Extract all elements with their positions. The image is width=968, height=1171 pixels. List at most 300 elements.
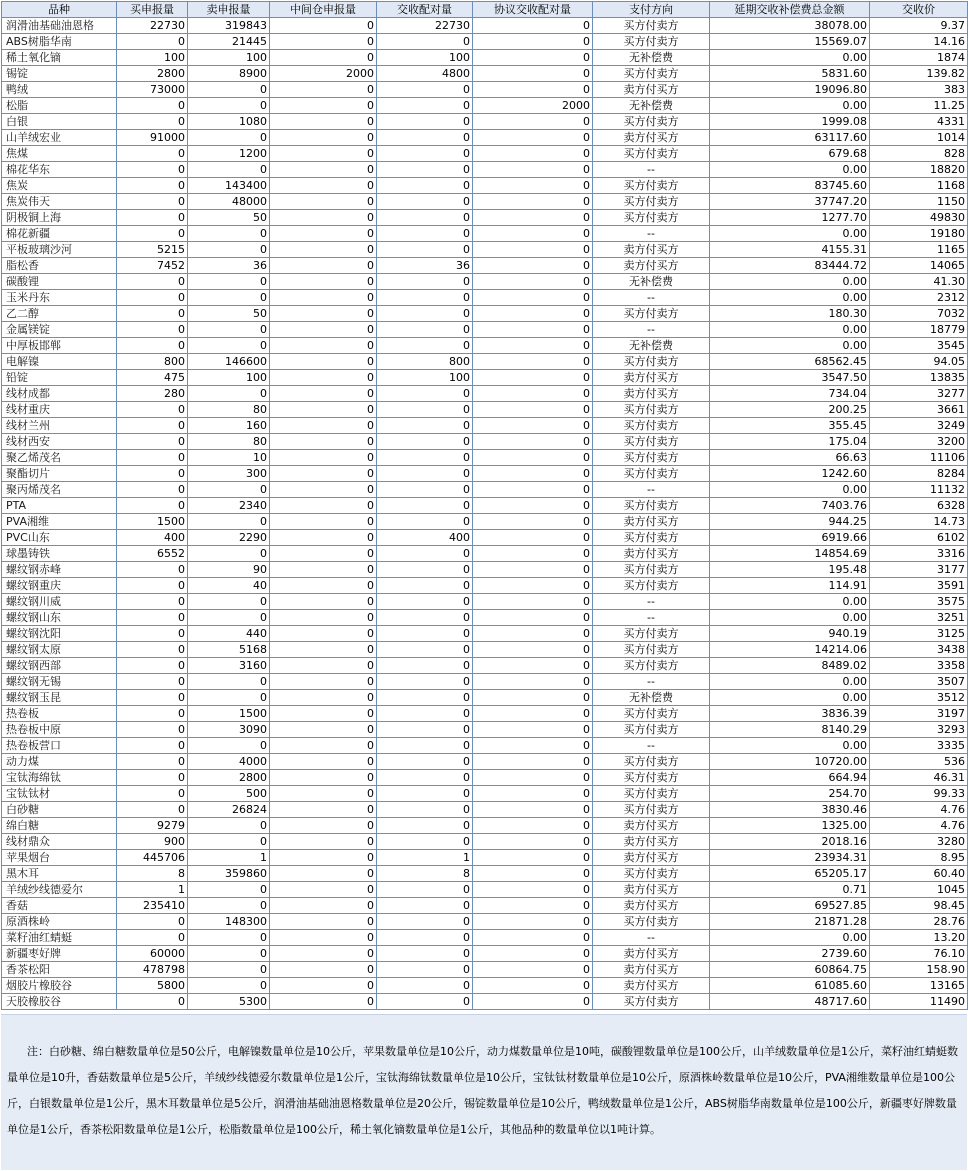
- table-row: [2, 354, 968, 370]
- cell-intermediate-declared: 0: [270, 994, 377, 1010]
- cell-intermediate-declared: 0: [270, 530, 377, 546]
- cell-matched-qty: 0: [377, 306, 473, 322]
- cell-matched-qty: 0: [377, 498, 473, 514]
- table-row: [2, 258, 968, 274]
- cell-payment-direction: 卖方付买方: [593, 370, 710, 386]
- table-row: [2, 818, 968, 834]
- cell-agreement-matched-qty: 0: [473, 626, 593, 642]
- cell-delivery-price: 1168: [870, 178, 968, 194]
- cell-buy-declared: 0: [117, 194, 188, 210]
- cell-buy-declared: 0: [117, 450, 188, 466]
- cell-matched-qty: 0: [377, 386, 473, 402]
- cell-agreement-matched-qty: 0: [473, 754, 593, 770]
- cell-compensation-amount: 355.45: [710, 418, 870, 434]
- header-sell-declared: 卖申报量: [188, 2, 270, 18]
- cell-compensation-amount: 10720.00: [710, 754, 870, 770]
- cell-matched-qty: 0: [377, 162, 473, 178]
- cell-delivery-price: 536: [870, 754, 968, 770]
- cell-buy-declared: 2800: [117, 66, 188, 82]
- table-row: [2, 194, 968, 210]
- cell-buy-declared: 478798: [117, 962, 188, 978]
- cell-variety: 螺纹钢赤峰: [2, 562, 117, 578]
- cell-sell-declared: 80: [188, 402, 270, 418]
- cell-variety: 乙二醇: [2, 306, 117, 322]
- cell-matched-qty: 0: [377, 914, 473, 930]
- cell-intermediate-declared: 0: [270, 850, 377, 866]
- cell-delivery-price: 3249: [870, 418, 968, 434]
- cell-buy-declared: 0: [117, 434, 188, 450]
- cell-agreement-matched-qty: 0: [473, 82, 593, 98]
- cell-sell-declared: 1200: [188, 146, 270, 162]
- cell-delivery-price: 1165: [870, 242, 968, 258]
- table-row: [2, 562, 968, 578]
- cell-sell-declared: 26824: [188, 802, 270, 818]
- cell-variety: 金属镁锭: [2, 322, 117, 338]
- cell-sell-declared: 0: [188, 98, 270, 114]
- header-variety: 品种: [2, 2, 117, 18]
- cell-buy-declared: 0: [117, 482, 188, 498]
- table-row: [2, 786, 968, 802]
- cell-compensation-amount: 0.00: [710, 610, 870, 626]
- cell-agreement-matched-qty: 0: [473, 530, 593, 546]
- cell-matched-qty: 0: [377, 562, 473, 578]
- cell-intermediate-declared: 0: [270, 338, 377, 354]
- cell-agreement-matched-qty: 0: [473, 562, 593, 578]
- cell-sell-declared: 80: [188, 434, 270, 450]
- cell-variety: 线材兰州: [2, 418, 117, 434]
- cell-agreement-matched-qty: 0: [473, 994, 593, 1010]
- cell-buy-declared: 0: [117, 322, 188, 338]
- cell-compensation-amount: 0.00: [710, 290, 870, 306]
- cell-buy-declared: 0: [117, 738, 188, 754]
- cell-agreement-matched-qty: 0: [473, 466, 593, 482]
- cell-delivery-price: 383: [870, 82, 968, 98]
- cell-payment-direction: 买方付卖方: [593, 706, 710, 722]
- cell-agreement-matched-qty: 0: [473, 354, 593, 370]
- cell-payment-direction: 卖方付买方: [593, 978, 710, 994]
- cell-sell-declared: 0: [188, 930, 270, 946]
- cell-sell-declared: 100: [188, 370, 270, 386]
- cell-payment-direction: 无补偿费: [593, 274, 710, 290]
- cell-buy-declared: 0: [117, 706, 188, 722]
- cell-variety: 螺纹钢沈阳: [2, 626, 117, 642]
- cell-delivery-price: 3512: [870, 690, 968, 706]
- cell-intermediate-declared: 0: [270, 898, 377, 914]
- cell-matched-qty: 100: [377, 50, 473, 66]
- cell-matched-qty: 0: [377, 322, 473, 338]
- cell-agreement-matched-qty: 0: [473, 482, 593, 498]
- cell-sell-declared: 2340: [188, 498, 270, 514]
- cell-buy-declared: 0: [117, 610, 188, 626]
- cell-agreement-matched-qty: 2000: [473, 98, 593, 114]
- cell-payment-direction: 买方付卖方: [593, 802, 710, 818]
- cell-compensation-amount: 1325.00: [710, 818, 870, 834]
- table-row: [2, 434, 968, 450]
- cell-intermediate-declared: 0: [270, 626, 377, 642]
- cell-compensation-amount: 5831.60: [710, 66, 870, 82]
- cell-payment-direction: 卖方付买方: [593, 514, 710, 530]
- cell-variety: PVC山东: [2, 530, 117, 546]
- table-row: [2, 34, 968, 50]
- cell-delivery-price: 11106: [870, 450, 968, 466]
- cell-intermediate-declared: 0: [270, 546, 377, 562]
- cell-delivery-price: 3316: [870, 546, 968, 562]
- cell-buy-declared: 22730: [117, 18, 188, 34]
- cell-variety: 螺纹钢玉昆: [2, 690, 117, 706]
- cell-agreement-matched-qty: 0: [473, 178, 593, 194]
- cell-payment-direction: 买方付卖方: [593, 578, 710, 594]
- cell-delivery-price: 99.33: [870, 786, 968, 802]
- cell-compensation-amount: 0.00: [710, 738, 870, 754]
- cell-intermediate-declared: 0: [270, 178, 377, 194]
- cell-delivery-price: 8.95: [870, 850, 968, 866]
- cell-compensation-amount: 8489.02: [710, 658, 870, 674]
- cell-payment-direction: 买方付卖方: [593, 562, 710, 578]
- cell-matched-qty: 0: [377, 514, 473, 530]
- table-row: [2, 50, 968, 66]
- cell-delivery-price: 3438: [870, 642, 968, 658]
- cell-sell-declared: 5168: [188, 642, 270, 658]
- cell-delivery-price: 3335: [870, 738, 968, 754]
- cell-matched-qty: 0: [377, 482, 473, 498]
- cell-delivery-price: 3575: [870, 594, 968, 610]
- cell-variety: 白银: [2, 114, 117, 130]
- cell-payment-direction: --: [593, 610, 710, 626]
- cell-variety: 线材西安: [2, 434, 117, 450]
- table-row: [2, 722, 968, 738]
- cell-payment-direction: --: [593, 930, 710, 946]
- cell-buy-declared: 91000: [117, 130, 188, 146]
- header-matched-qty: 交收配对量: [377, 2, 473, 18]
- cell-delivery-price: 3507: [870, 674, 968, 690]
- cell-payment-direction: 买方付卖方: [593, 498, 710, 514]
- cell-delivery-price: 4331: [870, 114, 968, 130]
- cell-buy-declared: 0: [117, 146, 188, 162]
- cell-compensation-amount: 679.68: [710, 146, 870, 162]
- table-row: [2, 242, 968, 258]
- cell-matched-qty: 0: [377, 546, 473, 562]
- cell-variety: 聚乙烯茂名: [2, 450, 117, 466]
- table-row: [2, 498, 968, 514]
- cell-buy-declared: 0: [117, 226, 188, 242]
- cell-sell-declared: 440: [188, 626, 270, 642]
- table-row: [2, 226, 968, 242]
- cell-payment-direction: 买方付卖方: [593, 18, 710, 34]
- table-row: [2, 834, 968, 850]
- cell-sell-declared: 90: [188, 562, 270, 578]
- cell-matched-qty: 0: [377, 722, 473, 738]
- cell-matched-qty: 0: [377, 642, 473, 658]
- cell-delivery-price: 14065: [870, 258, 968, 274]
- table-row: [2, 18, 968, 34]
- cell-delivery-price: 3591: [870, 578, 968, 594]
- cell-sell-declared: 3160: [188, 658, 270, 674]
- cell-compensation-amount: 0.00: [710, 322, 870, 338]
- cell-payment-direction: 买方付卖方: [593, 722, 710, 738]
- cell-delivery-price: 14.73: [870, 514, 968, 530]
- cell-intermediate-declared: 0: [270, 50, 377, 66]
- cell-intermediate-declared: 0: [270, 354, 377, 370]
- cell-buy-declared: 5215: [117, 242, 188, 258]
- cell-matched-qty: 0: [377, 226, 473, 242]
- cell-compensation-amount: 37747.20: [710, 194, 870, 210]
- table-row: [2, 882, 968, 898]
- cell-variety: 线材鼎众: [2, 834, 117, 850]
- cell-delivery-price: 1014: [870, 130, 968, 146]
- cell-sell-declared: 0: [188, 386, 270, 402]
- cell-variety: 黑木耳: [2, 866, 117, 882]
- cell-delivery-price: 3125: [870, 626, 968, 642]
- cell-delivery-price: 1150: [870, 194, 968, 210]
- cell-intermediate-declared: 0: [270, 946, 377, 962]
- cell-buy-declared: 1500: [117, 514, 188, 530]
- cell-delivery-price: 18820: [870, 162, 968, 178]
- cell-intermediate-declared: 0: [270, 722, 377, 738]
- cell-buy-declared: 0: [117, 658, 188, 674]
- cell-payment-direction: 无补偿费: [593, 338, 710, 354]
- cell-variety: 新疆枣好牌: [2, 946, 117, 962]
- cell-variety: 焦炭: [2, 178, 117, 194]
- cell-buy-declared: 0: [117, 274, 188, 290]
- cell-agreement-matched-qty: 0: [473, 898, 593, 914]
- cell-buy-declared: 235410: [117, 898, 188, 914]
- cell-variety: 螺纹钢山东: [2, 610, 117, 626]
- table-row: [2, 114, 968, 130]
- cell-delivery-price: 3293: [870, 722, 968, 738]
- cell-compensation-amount: 7403.76: [710, 498, 870, 514]
- cell-variety: 热卷板: [2, 706, 117, 722]
- cell-variety: 螺纹钢重庆: [2, 578, 117, 594]
- cell-buy-declared: 0: [117, 418, 188, 434]
- delivery-table-container: [1, 1, 967, 1010]
- table-row: [2, 306, 968, 322]
- cell-delivery-price: 98.45: [870, 898, 968, 914]
- cell-variety: 螺纹钢西部: [2, 658, 117, 674]
- cell-agreement-matched-qty: 0: [473, 882, 593, 898]
- cell-matched-qty: 0: [377, 962, 473, 978]
- cell-variety: 润滑油基础油恩格: [2, 18, 117, 34]
- cell-variety: 聚酯切片: [2, 466, 117, 482]
- cell-matched-qty: 400: [377, 530, 473, 546]
- cell-agreement-matched-qty: 0: [473, 770, 593, 786]
- cell-delivery-price: 4.76: [870, 802, 968, 818]
- cell-buy-declared: 0: [117, 914, 188, 930]
- cell-variety: 线材重庆: [2, 402, 117, 418]
- cell-agreement-matched-qty: 0: [473, 226, 593, 242]
- cell-delivery-price: 3200: [870, 434, 968, 450]
- cell-sell-declared: 146600: [188, 354, 270, 370]
- cell-compensation-amount: 0.00: [710, 594, 870, 610]
- cell-intermediate-declared: 0: [270, 786, 377, 802]
- cell-sell-declared: 36: [188, 258, 270, 274]
- cell-payment-direction: 买方付卖方: [593, 914, 710, 930]
- cell-intermediate-declared: 0: [270, 290, 377, 306]
- cell-variety: 香菇: [2, 898, 117, 914]
- cell-agreement-matched-qty: 0: [473, 114, 593, 130]
- cell-agreement-matched-qty: 0: [473, 722, 593, 738]
- table-row: [2, 850, 968, 866]
- cell-matched-qty: 0: [377, 658, 473, 674]
- cell-variety: 香茶松阳: [2, 962, 117, 978]
- cell-variety: 天胶橡胶谷: [2, 994, 117, 1010]
- cell-variety: PTA: [2, 498, 117, 514]
- cell-payment-direction: 卖方付买方: [593, 962, 710, 978]
- table-row: [2, 210, 968, 226]
- cell-payment-direction: 买方付卖方: [593, 786, 710, 802]
- cell-matched-qty: 0: [377, 978, 473, 994]
- cell-payment-direction: 买方付卖方: [593, 34, 710, 50]
- cell-delivery-price: 13835: [870, 370, 968, 386]
- cell-compensation-amount: 14854.69: [710, 546, 870, 562]
- cell-sell-declared: 300: [188, 466, 270, 482]
- cell-intermediate-declared: 0: [270, 482, 377, 498]
- cell-compensation-amount: 3830.46: [710, 802, 870, 818]
- cell-compensation-amount: 114.91: [710, 578, 870, 594]
- cell-variety: 动力煤: [2, 754, 117, 770]
- cell-variety: 白砂糖: [2, 802, 117, 818]
- cell-buy-declared: 6552: [117, 546, 188, 562]
- cell-payment-direction: 无补偿费: [593, 98, 710, 114]
- cell-buy-declared: 7452: [117, 258, 188, 274]
- cell-variety: 碳酸锂: [2, 274, 117, 290]
- cell-buy-declared: 60000: [117, 946, 188, 962]
- cell-matched-qty: 8: [377, 866, 473, 882]
- cell-buy-declared: 0: [117, 674, 188, 690]
- table-row: [2, 402, 968, 418]
- cell-compensation-amount: 0.00: [710, 274, 870, 290]
- cell-sell-declared: 21445: [188, 34, 270, 50]
- cell-variety: 螺纹钢无锡: [2, 674, 117, 690]
- cell-compensation-amount: 0.00: [710, 98, 870, 114]
- table-row: [2, 66, 968, 82]
- table-row: [2, 450, 968, 466]
- cell-buy-declared: 0: [117, 114, 188, 130]
- cell-sell-declared: 0: [188, 898, 270, 914]
- cell-compensation-amount: 19096.80: [710, 82, 870, 98]
- cell-compensation-amount: 69527.85: [710, 898, 870, 914]
- cell-payment-direction: 卖方付买方: [593, 386, 710, 402]
- cell-matched-qty: 0: [377, 690, 473, 706]
- cell-intermediate-declared: 0: [270, 514, 377, 530]
- cell-delivery-price: 94.05: [870, 354, 968, 370]
- cell-compensation-amount: 3547.50: [710, 370, 870, 386]
- cell-sell-declared: 50: [188, 306, 270, 322]
- cell-sell-declared: 1500: [188, 706, 270, 722]
- cell-variety: 中厚板邯郸: [2, 338, 117, 354]
- cell-agreement-matched-qty: 0: [473, 402, 593, 418]
- cell-agreement-matched-qty: 0: [473, 674, 593, 690]
- cell-buy-declared: 0: [117, 210, 188, 226]
- cell-buy-declared: 900: [117, 834, 188, 850]
- cell-sell-declared: 0: [188, 290, 270, 306]
- cell-delivery-price: 1045: [870, 882, 968, 898]
- cell-delivery-price: 11490: [870, 994, 968, 1010]
- cell-matched-qty: 0: [377, 338, 473, 354]
- cell-sell-declared: 10: [188, 450, 270, 466]
- cell-agreement-matched-qty: 0: [473, 642, 593, 658]
- cell-agreement-matched-qty: 0: [473, 866, 593, 882]
- cell-matched-qty: 800: [377, 354, 473, 370]
- cell-payment-direction: 买方付卖方: [593, 210, 710, 226]
- cell-compensation-amount: 940.19: [710, 626, 870, 642]
- cell-agreement-matched-qty: 0: [473, 66, 593, 82]
- table-header-row: [2, 2, 968, 18]
- cell-matched-qty: 0: [377, 594, 473, 610]
- cell-matched-qty: 0: [377, 194, 473, 210]
- cell-intermediate-declared: 0: [270, 450, 377, 466]
- cell-intermediate-declared: 0: [270, 114, 377, 130]
- cell-agreement-matched-qty: 0: [473, 946, 593, 962]
- cell-sell-declared: 0: [188, 674, 270, 690]
- cell-buy-declared: 100: [117, 50, 188, 66]
- cell-variety: 锡锭: [2, 66, 117, 82]
- cell-sell-declared: 0: [188, 946, 270, 962]
- cell-matched-qty: 0: [377, 98, 473, 114]
- cell-matched-qty: 0: [377, 130, 473, 146]
- cell-agreement-matched-qty: 0: [473, 802, 593, 818]
- cell-payment-direction: 买方付卖方: [593, 306, 710, 322]
- cell-buy-declared: 9279: [117, 818, 188, 834]
- cell-matched-qty: 0: [377, 466, 473, 482]
- cell-intermediate-declared: 0: [270, 674, 377, 690]
- cell-matched-qty: 0: [377, 290, 473, 306]
- cell-payment-direction: 买方付卖方: [593, 626, 710, 642]
- cell-variety: 热卷板营口: [2, 738, 117, 754]
- table-row: [2, 626, 968, 642]
- cell-payment-direction: 买方付卖方: [593, 770, 710, 786]
- cell-intermediate-declared: 0: [270, 146, 377, 162]
- cell-payment-direction: 卖方付买方: [593, 850, 710, 866]
- cell-intermediate-declared: 0: [270, 322, 377, 338]
- cell-agreement-matched-qty: 0: [473, 450, 593, 466]
- table-row: [2, 274, 968, 290]
- table-row: [2, 338, 968, 354]
- cell-sell-declared: 0: [188, 242, 270, 258]
- cell-variety: 宝钛海绵钛: [2, 770, 117, 786]
- cell-buy-declared: 0: [117, 930, 188, 946]
- cell-payment-direction: 卖方付买方: [593, 818, 710, 834]
- cell-intermediate-declared: 0: [270, 706, 377, 722]
- cell-compensation-amount: 65205.17: [710, 866, 870, 882]
- cell-agreement-matched-qty: 0: [473, 658, 593, 674]
- cell-variety: 脂松香: [2, 258, 117, 274]
- cell-intermediate-declared: 0: [270, 770, 377, 786]
- table-row: [2, 690, 968, 706]
- cell-buy-declared: 0: [117, 594, 188, 610]
- cell-delivery-price: 3277: [870, 386, 968, 402]
- cell-intermediate-declared: 0: [270, 18, 377, 34]
- cell-sell-declared: 0: [188, 226, 270, 242]
- table-row: [2, 98, 968, 114]
- cell-sell-declared: 50: [188, 210, 270, 226]
- cell-agreement-matched-qty: 0: [473, 914, 593, 930]
- header-delivery-price: 交收价: [870, 2, 968, 18]
- cell-variety: 线材成都: [2, 386, 117, 402]
- cell-agreement-matched-qty: 0: [473, 818, 593, 834]
- table-row: [2, 738, 968, 754]
- cell-sell-declared: 1080: [188, 114, 270, 130]
- cell-sell-declared: 359860: [188, 866, 270, 882]
- cell-intermediate-declared: 0: [270, 258, 377, 274]
- cell-delivery-price: 49830: [870, 210, 968, 226]
- cell-variety: 平板玻璃沙河: [2, 242, 117, 258]
- cell-delivery-price: 60.40: [870, 866, 968, 882]
- cell-compensation-amount: 200.25: [710, 402, 870, 418]
- cell-sell-declared: 0: [188, 482, 270, 498]
- table-row: [2, 674, 968, 690]
- cell-intermediate-declared: 0: [270, 978, 377, 994]
- cell-compensation-amount: 2739.60: [710, 946, 870, 962]
